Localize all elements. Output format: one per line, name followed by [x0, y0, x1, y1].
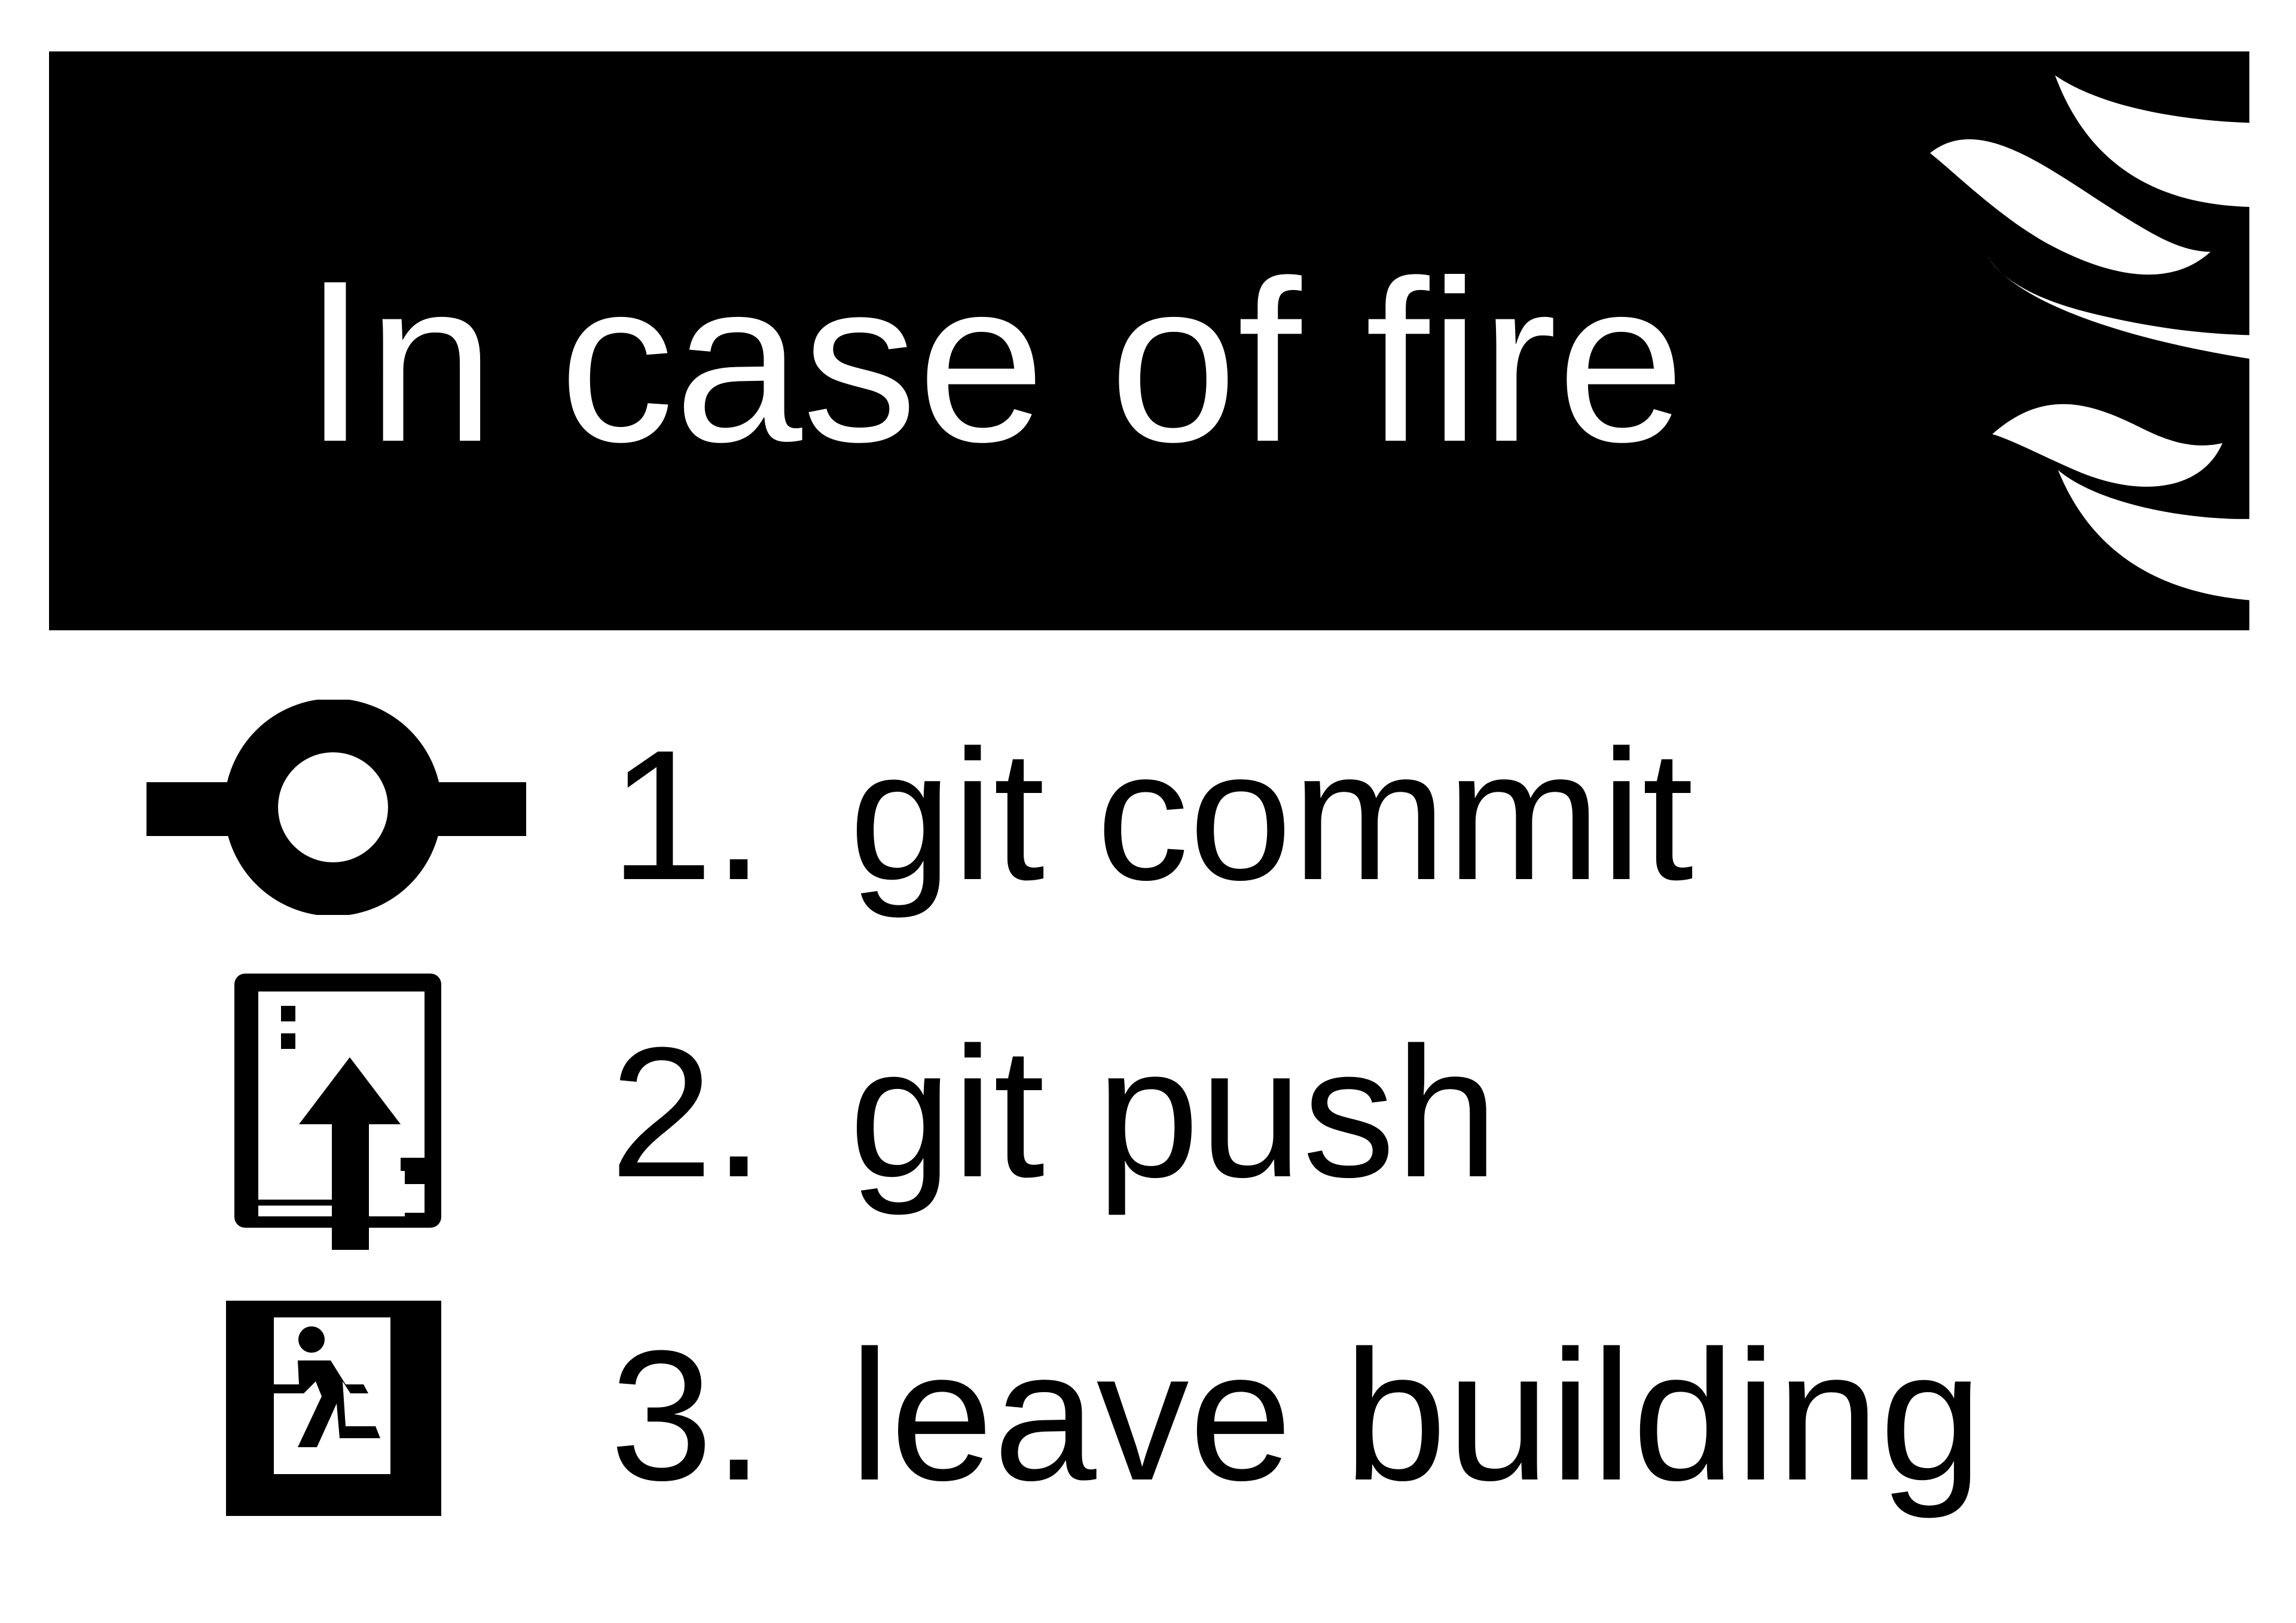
banner-title: In case of fire: [303, 232, 1686, 490]
emergency-exit-icon: [226, 1301, 441, 1516]
step-text: git push: [849, 1008, 1498, 1216]
step-2: [0, 969, 2296, 1220]
step-1: [0, 676, 2296, 927]
step-text: leave building: [849, 1311, 1983, 1519]
fire-banner: [49, 51, 2249, 630]
step-number: 1.: [610, 711, 765, 919]
step-text: git commit: [849, 711, 1694, 919]
flame-icon: [1867, 51, 2249, 630]
git-commit-icon: [144, 700, 526, 915]
step-number: 2.: [610, 1008, 765, 1216]
step-number: 3.: [610, 1311, 765, 1519]
step-3: [0, 1298, 2296, 1549]
elevator-up-icon: [227, 969, 442, 1250]
